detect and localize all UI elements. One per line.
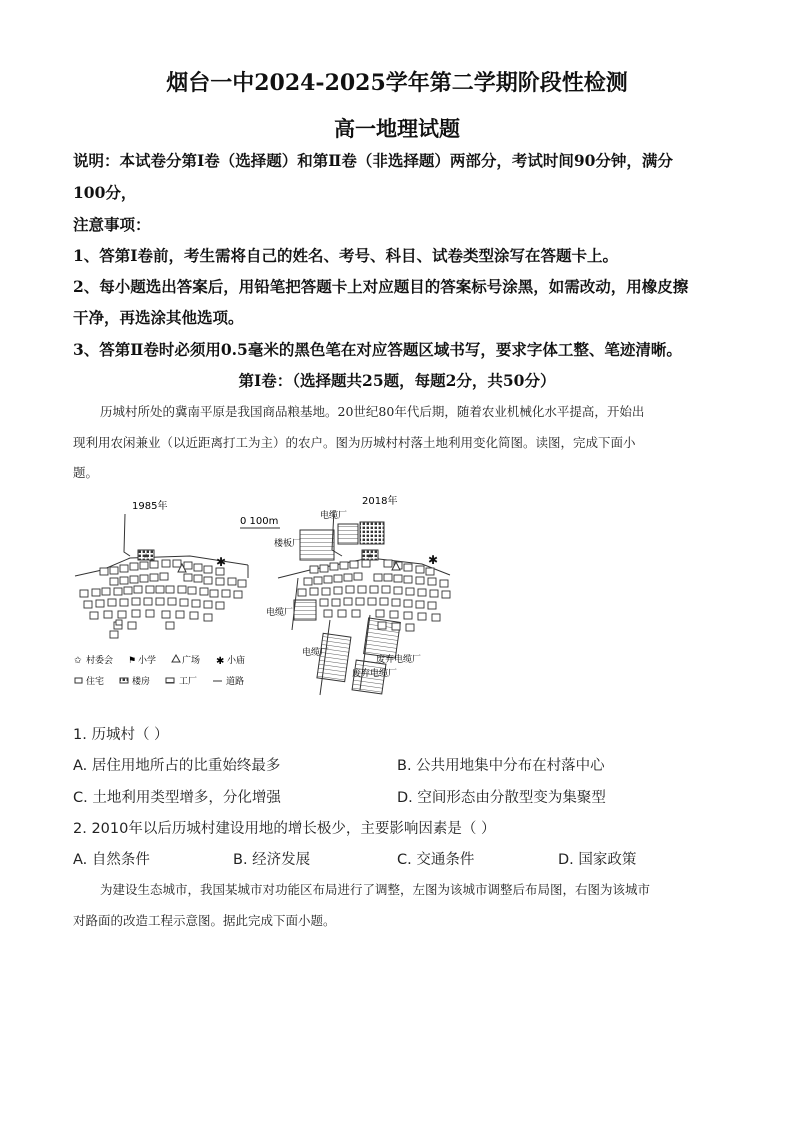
map-1985 xyxy=(75,514,248,638)
scale-label: 0 100m xyxy=(240,516,279,527)
label-abandoned-factory-1: 废弃电缆厂 xyxy=(376,655,422,665)
notice-item-2a: 2、每小题选出答案后，用铅笔把答题卡上对应题目的答案标号涂黑，如需改动，用橡皮擦 xyxy=(73,277,689,296)
svg-text:✱: ✱ xyxy=(428,553,439,567)
label-cable-factory-bottom: 电缆厂 xyxy=(302,648,330,658)
legend-house: 住宅 xyxy=(86,677,105,687)
exam-title: 烟台一中2024-2025学年第二学期阶段性检测 xyxy=(166,70,628,96)
map-2018 xyxy=(278,510,450,695)
legend-building: 楼房 xyxy=(132,677,151,687)
question-1-option-a[interactable]: A. 居住用地所占的比重始终最多 xyxy=(73,758,281,774)
legend-square: 广场 xyxy=(182,656,201,666)
svg-text:✱: ✱ xyxy=(216,555,227,569)
svg-text:✩: ✩ xyxy=(74,656,82,666)
question-2-option-b[interactable]: B. 经济发展 xyxy=(233,852,311,868)
legend-school: 小学 xyxy=(138,656,157,666)
passage2-line2: 对路面的改造工程示意图。据此完成下面小题。 xyxy=(73,913,336,928)
label-cable-factory-left: 电缆厂 xyxy=(266,608,294,618)
village-land-use-figure xyxy=(70,490,490,705)
label-cable-factory-top: 电缆厂 xyxy=(320,511,348,521)
factory-block xyxy=(338,524,358,544)
notice-title: 注意事项： xyxy=(73,215,151,234)
legend-committee: 村委会 xyxy=(86,656,114,666)
label-abandoned-factory-2: 废弃电缆厂 xyxy=(352,669,398,679)
year-2018-label: 2018年 xyxy=(362,496,398,507)
question-2-stem: 2. 2010年以后历城村建设用地的增长极少，主要影响因素是（ ） xyxy=(73,821,496,837)
passage1-line2: 现利用农闲兼业（以近距离打工为主）的农户。图为历城村村落土地利用变化简图。读图，完成下面小 xyxy=(73,435,636,450)
svg-text:⚑: ⚑ xyxy=(128,656,137,666)
passage1-line1: 历城村所处的冀南平原是我国商品粮基地。20世纪80年代后期，随着农业机械化水平提高，开始出 xyxy=(100,404,645,419)
svg-text:★: ★ xyxy=(142,552,150,560)
legend-temple: 小庙 xyxy=(227,656,246,666)
instructions-line1: 说明：本试卷分第Ⅰ卷（选择题）和第Ⅱ卷（非选择题）两部分，考试时间90分钟，满分 xyxy=(73,151,673,170)
section-title: 第Ⅰ卷：（选择题共25题，每题2分，共50分） xyxy=(238,371,556,390)
year-1985-label: 1985年 xyxy=(132,501,168,512)
question-2-option-d[interactable]: D. 国家政策 xyxy=(558,852,637,868)
legend-road: 道路 xyxy=(226,677,245,687)
question-1-option-b[interactable]: B. 公共用地集中分布在村落中心 xyxy=(397,758,605,774)
label-floor-factory: 楼板厂 xyxy=(274,539,302,549)
instructions-line2: 100分， xyxy=(73,183,137,202)
legend-factory: 工厂 xyxy=(179,677,198,687)
exam-subtitle: 高一地理试题 xyxy=(334,116,460,141)
question-1-option-d[interactable]: D. 空间形态由分散型变为集聚型 xyxy=(397,790,606,806)
notice-item-1: 1、答第Ⅰ卷前，考生需将自己的姓名、考号、科目、试卷类型涂写在答题卡上。 xyxy=(73,246,619,265)
building-block xyxy=(360,522,384,544)
notice-item-3: 3、答第Ⅱ卷时必须用0.5毫米的黑色笔在对应答题区域书写，要求字体工整、笔迹清晰。 xyxy=(73,340,682,359)
legend xyxy=(74,654,245,687)
question-1-stem: 1. 历城村（ ） xyxy=(73,727,169,743)
question-1-option-c[interactable]: C. 土地利用类型增多，分化增强 xyxy=(73,790,281,806)
svg-text:✱: ✱ xyxy=(216,656,225,667)
factory-block xyxy=(300,530,334,560)
notice-item-2b: 干净，再选涂其他选项。 xyxy=(73,308,244,327)
passage2-line1: 为建设生态城市，我国某城市对功能区布局进行了调整，左图为该城市调整后布局图，右图为该城市 xyxy=(100,882,651,897)
question-2-option-c[interactable]: C. 交通条件 xyxy=(397,852,475,868)
factory-block xyxy=(294,600,316,620)
passage1-line3: 题。 xyxy=(73,465,99,480)
svg-text:★: ★ xyxy=(366,552,374,560)
question-2-option-a[interactable]: A. 自然条件 xyxy=(73,852,150,868)
